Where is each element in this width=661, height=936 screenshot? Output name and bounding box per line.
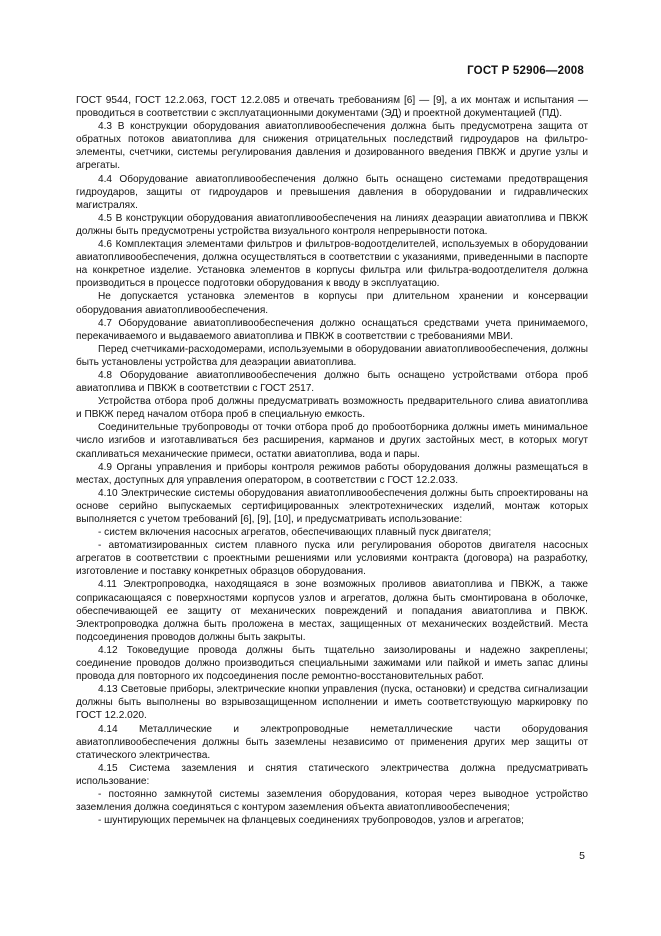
paragraph: 4.7 Оборудование авиатопливообеспечения должно оснащаться средствами учета принимаемого, перекачиваемого и выдаваемого авиатоплива и ПВКЖ в соответствии с требованиями МВИ. [76, 317, 588, 342]
list-item: - шунтирующих перемычек на фланцевых соединениях трубопроводов, узлов и агрегатов; [98, 815, 524, 827]
paragraph: Устройства отбора проб должны предусматривать возможность предварительного слива авиатоплива и ПВКЖ перед началом отбора проб в специальную емкость. [76, 396, 588, 421]
paragraph: Соединительные трубопроводы от точки отбора проб до пробоотборника должны иметь минимальное число изгибов и изготавливаться без расширения, карманов и других застойных мест, в которых могут скапливаться механические примеси, остатки авиатоплива, вода и пары. [76, 422, 588, 460]
paragraph: 4.13 Световые приборы, электрические кнопки управления (пуска, остановки) и средства сигнализации должны быть выполнены во взрывозащищенном исполнении и иметь соответствующую маркировку по ГОСТ 12.2.020. [76, 684, 588, 722]
list-item: - постоянно замкнутой системы заземления оборудования, которая через выводное устройство заземления должна соединяться с контуром заземления объекта авиатопливообеспечения; [76, 788, 588, 814]
paragraph: 4.9 Органы управления и приборы контроля режимов работы оборудования должны размещаться в местах, доступных для управления оператором, в соответствии с ГОСТ 12.2.033. [76, 461, 588, 486]
paragraph: 4.8 Оборудование авиатопливообеспечения должно быть оснащено устройствами отбора проб авиатоплива и ПВКЖ в соответствии с ГОСТ 2517. [76, 369, 588, 395]
paragraph: 4.14 Металлические и электропроводные неметаллические части оборудования авиатопливообеспечения должны быть заземлены независимо от применения других мер защиты от статического электричества. [76, 723, 588, 761]
paragraph: 4.3 В конструкции оборудования авиатопливообеспечения должна быть предусмотрена защита от обратных потоков авиатоплива для снижения отрицательных последствий гидроударов на фильтро-элементы, счетчики, системы регулирования давления и дозированного введения ПВКЖ и другие узлы и агрегаты. [76, 121, 588, 172]
paragraph: 4.5 В конструкции оборудования авиатопливообеспечения на линиях деаэрации авиатоплива и ПВКЖ должны быть предусмотрены устройства визуального контроля непрерывности потока. [76, 212, 588, 237]
paragraph: 4.6 Комплектация элементами фильтров и фильтров-водоотделителей, используемых в оборудовании авиатопливообеспечения, должна осуществляться в соответствии с указаниями, приведенными в паспорте на конкретное изделие. Установка элементов в корпусы фильтра или фильтра-водоотделителя должна производиться в процессе подготовки оборудования к вводу в эксплуатацию. [76, 239, 588, 290]
paragraph: Перед счетчиками-расходомерами, используемыми в оборудовании авиатопливообеспечения, должны быть установлены устройства для деаэрации авиатоплива. [76, 343, 588, 368]
paragraph: 4.11 Электропроводка, находящаяся в зоне возможных проливов авиатоплива и ПВКЖ, а также соприкасающаяся с поверхностями корпусов узлов и агрегатов, должна быть смонтирована в оболочке, обеспечивающей ее защиту от механических повреждений и попадания авиатоплива и ПВКЖ. Электропроводка должна быть проложена в местах, защищенных от механических воздействий. Места подсоединения проводов должны быть закрыты. [76, 579, 588, 643]
paragraph: ГОСТ 9544, ГОСТ 12.2.063, ГОСТ 12.2.085 и отвечать требованиям [6] — [9], а их монтаж и испытания — проводиться в соответствии с эксплуатационными документами (ЭД) и проектной документацией (ПД). [76, 95, 588, 120]
paragraph: 4.15 Система заземления и снятия статического электричества должна предусматривать использование: [76, 762, 588, 787]
standard-header: ГОСТ Р 52906—2008 [467, 65, 584, 77]
list-item: - систем включения насосных агрегатов, обеспечивающих плавный пуск двигателя; [98, 527, 492, 539]
body-text [76, 94, 588, 827]
paragraph: 4.10 Электрические системы оборудования авиатопливообеспечения должны быть спроектированы на основе серийно выпускаемых сертифицированных электротехнических изделий, монтаж которых выполняется с учетом требований [6], [9], [10], и предусматривать использование: [76, 487, 588, 525]
paragraph: Не допускается установка элементов в корпусы при длительном хранении и консервации оборудования авиатопливообеспечения. [76, 291, 588, 316]
page-number: 5 [579, 850, 585, 862]
paragraph: 4.12 Токоведущие провода должны быть тщательно заизолированы и надежно закреплены; соединение проводов должно производиться специальными зажимами или пайкой и иметь запас длины провода для повторного их подсоединения после ремонтно-восстановительных работ. [76, 644, 588, 683]
paragraph: 4.4 Оборудование авиатопливообеспечения должно быть оснащено системами предотвращения гидроударов, защиты от гидроударов и превышения давления в оборудовании и гидравлических магистралях. [76, 173, 588, 211]
list-item: - автоматизированных систем плавного пуска или регулирования оборотов двигателя насосных агрегатов в соответствии с проектными решениями или условиями контракта (договора) на разработку, изготовление и поставку конкретных образцов оборудования. [76, 540, 588, 578]
